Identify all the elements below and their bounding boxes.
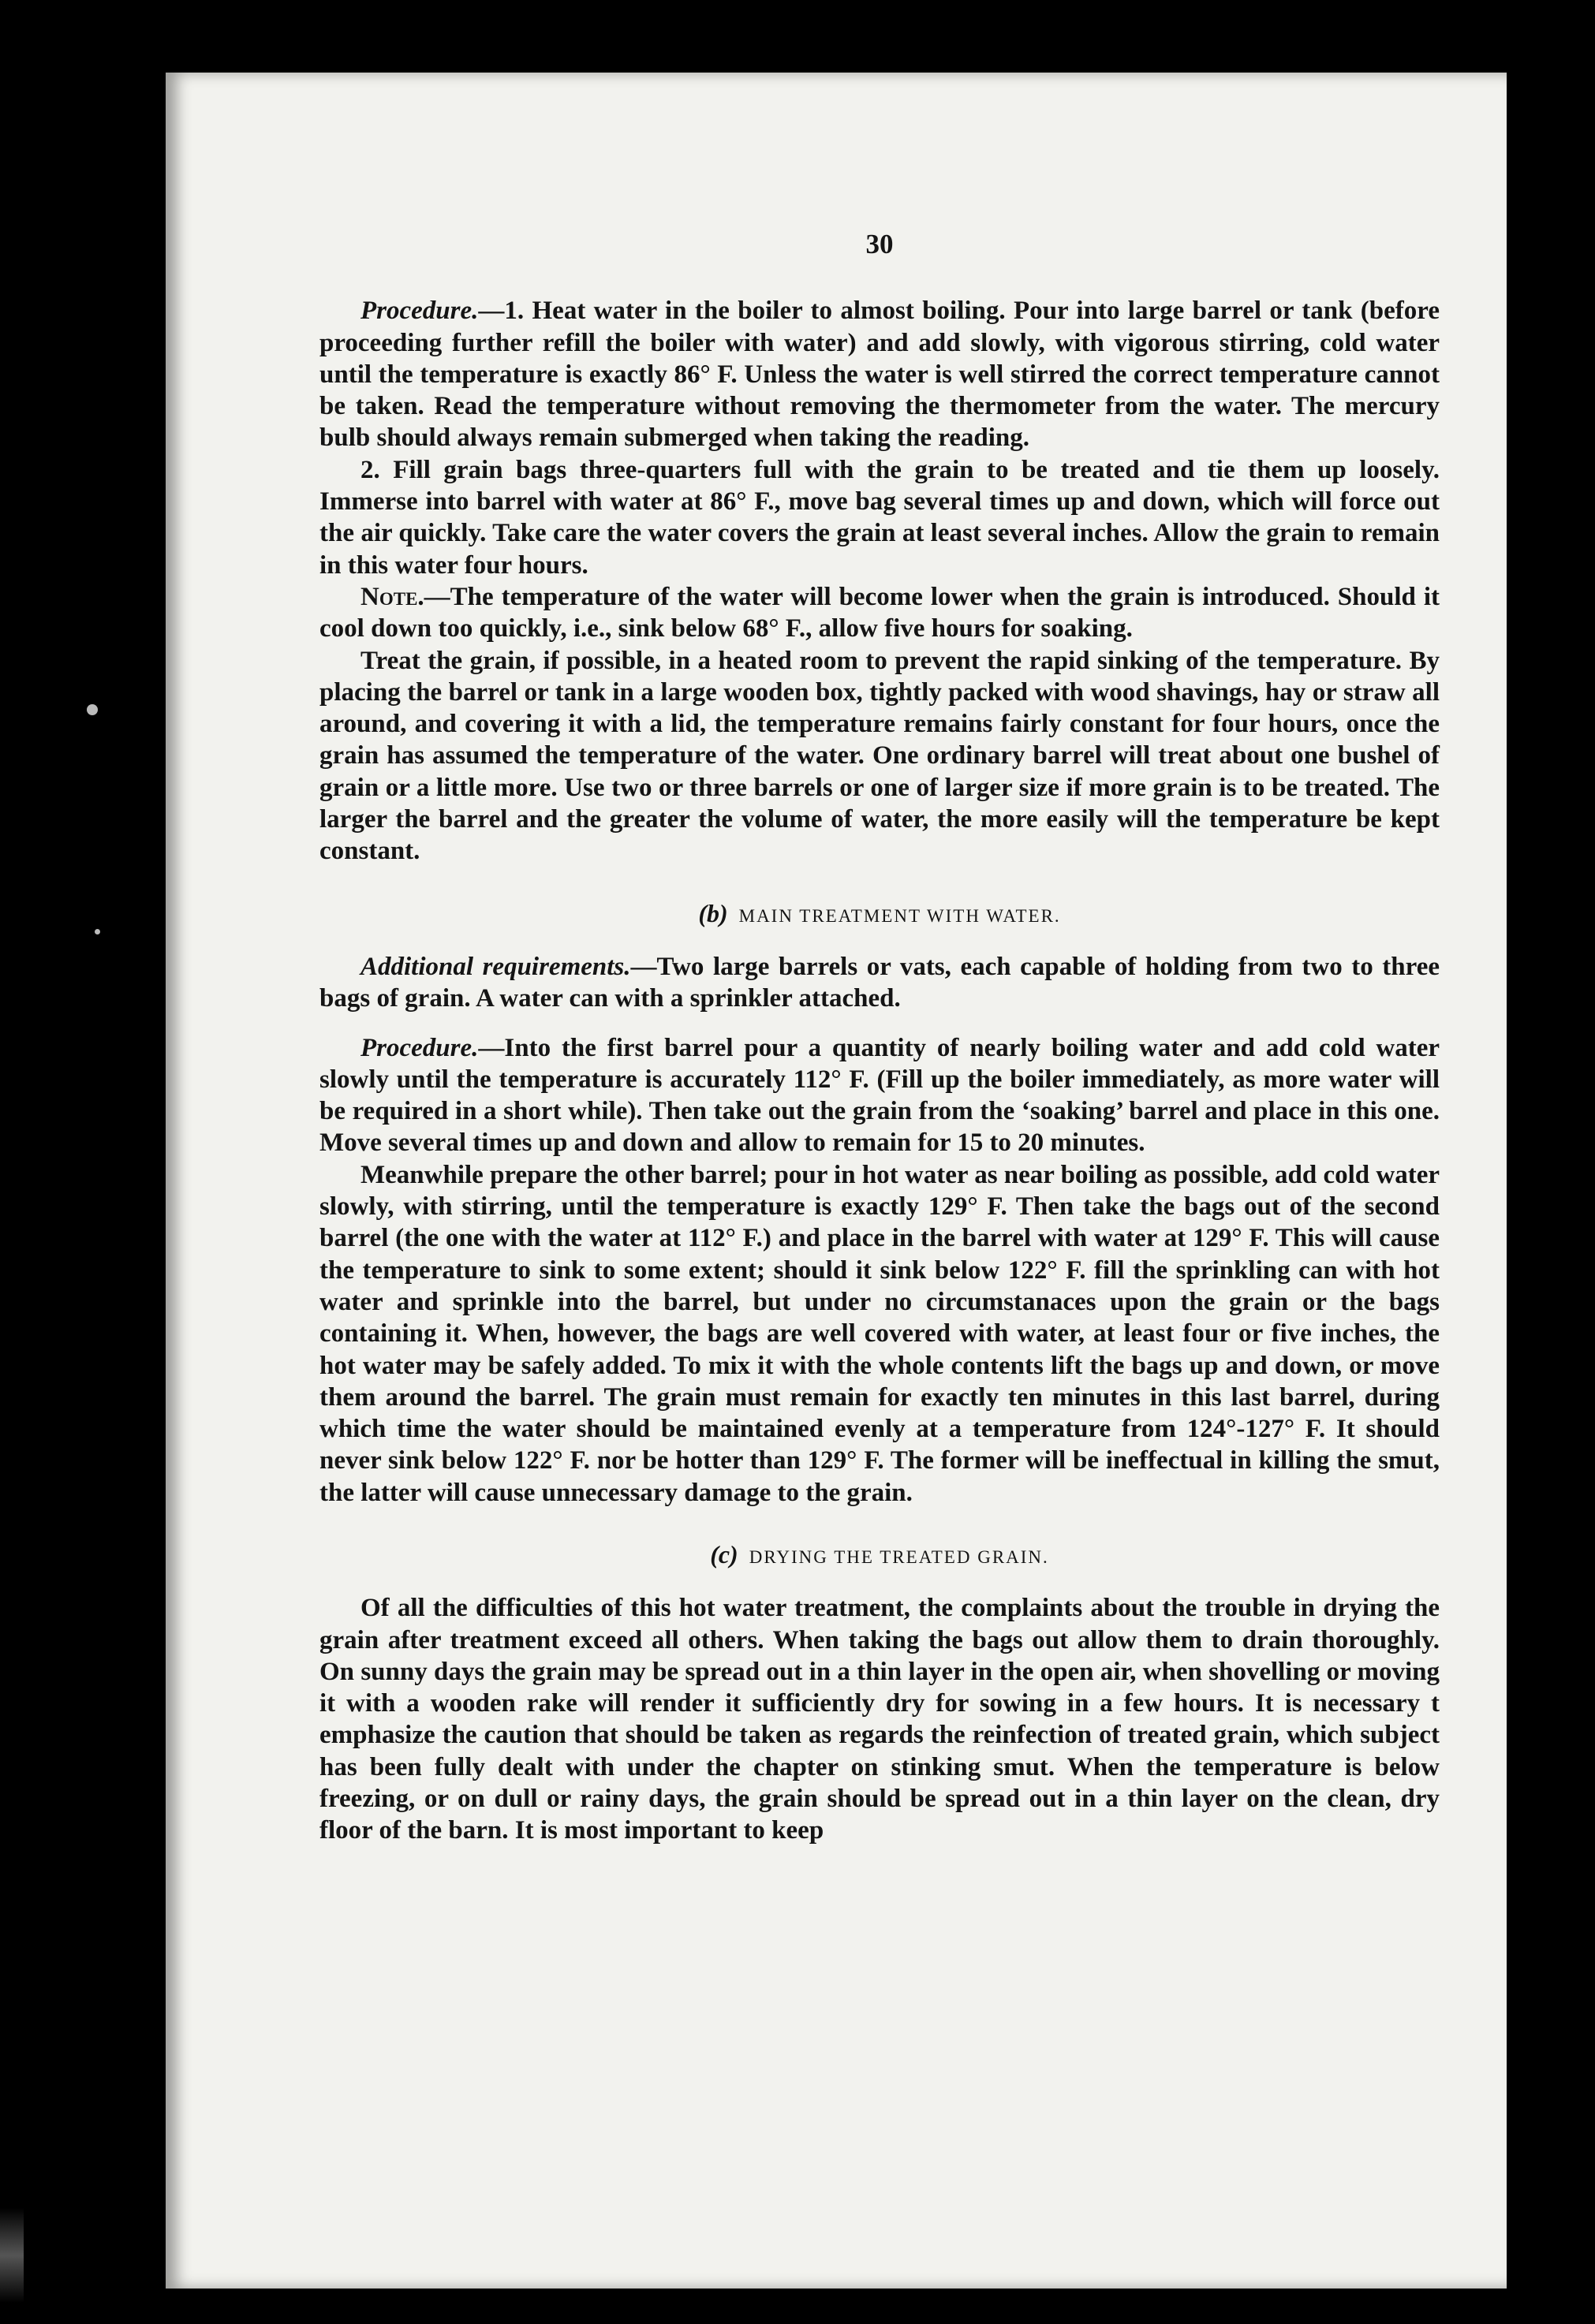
section-label: (b) xyxy=(698,898,728,927)
paragraph: Meanwhile prepare the other barrel; pour in hot water as near boiling as possible, add cold water slowly, with stirring, until the temperature is exactly 129° F. Then take the bags out of the second barrel (the one with the water at 112° F.) and place in the barrel with water at 129° F. This will cause the temperature to sink to some extent; should it sink below 122° F. fill the sprinkling can with hot water and sprinkle into the barrel, but under no circumstanaces upon the grain or the bags containing it. When, however, the bags are well covered with water, at least four or five inches, the hot water may be safely added. To mix it with the whole contents lift the bags up and down, or move them around the barrel. The grain must remain for exactly ten minutes in this last barrel, during which time the water should be maintained evenly at a temperature from 124°-127° F. It should never sink below 122° F. nor be hotter than 129° F. The former will be ineffectual in killing the smut, the latter will cause unnecessary damage to the grain. xyxy=(319,1160,1440,1507)
page-text xyxy=(319,229,1440,1847)
paragraph: 2. Fill grain bags three-quarters full with the grain to be treated and tie them up loosely. Immerse into barrel with water at 86° F., move bag several times up and down, which will force out the air quickly. Take care the water covers the grain at least several inches. Allow the grain to remain in this water four hours. xyxy=(319,455,1440,580)
paragraph xyxy=(319,1032,1440,1159)
section-title: DRYING THE TREATED GRAIN. xyxy=(749,1546,1049,1567)
paragraph: Of all the difficulties of this hot water treatment, the complaints about the trouble in drying the grain after treatment exceed all others. When taking the bags out allow them to drain thoroughly. On sunny days the grain may be spread out in a thin layer in the open air, when shovelling or moving it with a wooden rake will render it sufficiently dry for sowing in a few hours. It is necessary t emphasize the caution that should be taken as regards the reinfection of treated grain, which subject has been fully dealt with under the chapter on stinking smut. When the temperature is below freezing, or on dull or rainy days, the grain should be spread out in a thin layer on the clean, dry floor of the barn. It is most important to keep xyxy=(319,1594,1440,1845)
paragraph-body: —1. Heat water in the boiler to almost boiling. Pour into large barrel or tank (before proceeding further refill the boiler with water) and add slowly, with vigorous stirring, cold water until the temperature is exactly 86° F. Unless the water is well stirred the correct temperature cannot be taken. Read the temperature without removing the thermometer from the water. The mercury bulb should always remain submerged when taking the reading. xyxy=(319,297,1440,453)
section-heading-b xyxy=(319,897,1440,932)
section-title: MAIN TREATMENT WITH WATER. xyxy=(738,905,1061,926)
paragraph-body: —The temperature of the water will become lower when the grain is introduced. Should it cool down too quickly, i.e., sink below 68° F., allow five hours for soaking. xyxy=(319,582,1440,643)
scan-speck xyxy=(95,929,100,934)
paragraph xyxy=(319,295,1440,453)
section-label: (c) xyxy=(710,1539,738,1569)
paragraph xyxy=(319,581,1440,645)
scan-speck xyxy=(87,704,98,715)
page-number: 30 xyxy=(865,229,894,259)
scan-margin-artifact xyxy=(0,2208,24,2303)
section-heading-c xyxy=(319,1539,1440,1573)
paragraph-lead: Procedure. xyxy=(360,1033,479,1062)
paragraph-lead: Procedure. xyxy=(360,297,479,326)
paragraph: Treat the grain, if possible, in a heated room to prevent the rapid sinking of the temperature. By placing the barrel or tank in a large wooden box, tightly packed with wood shavings, hay or straw all around, and covering it with a lid, the temperature remains fairly constant for four hours, once the grain has assumed the temperature of the water. One ordinary barrel will treat about one bushel of grain or a little more. Use two or three barrels or one of larger size if more grain is to be treated. The larger the barrel and the greater the volume of water, the more easily will the temperature be kept constant. xyxy=(319,646,1440,866)
paragraph-body: —Two large barrels or vats, each capable of holding from two to three bags of grain. A water can with a sprinkler attached. xyxy=(319,952,1440,1013)
paragraph-lead: Note. xyxy=(360,582,424,611)
paragraph xyxy=(319,951,1440,1015)
paragraph-lead: Additional requirements. xyxy=(360,952,631,981)
paragraph-body: —Into the first barrel pour a quantity of nearly boiling water and add cold water slowly until the temperature is accurately 112° F. (Fill up the boiler immediately, as more water will be required in a short while). Then take out the grain from the ‘soaking’ barrel and place in this one. Move several times up and down and allow to remain for 15 to 20 minutes. xyxy=(319,1033,1440,1158)
